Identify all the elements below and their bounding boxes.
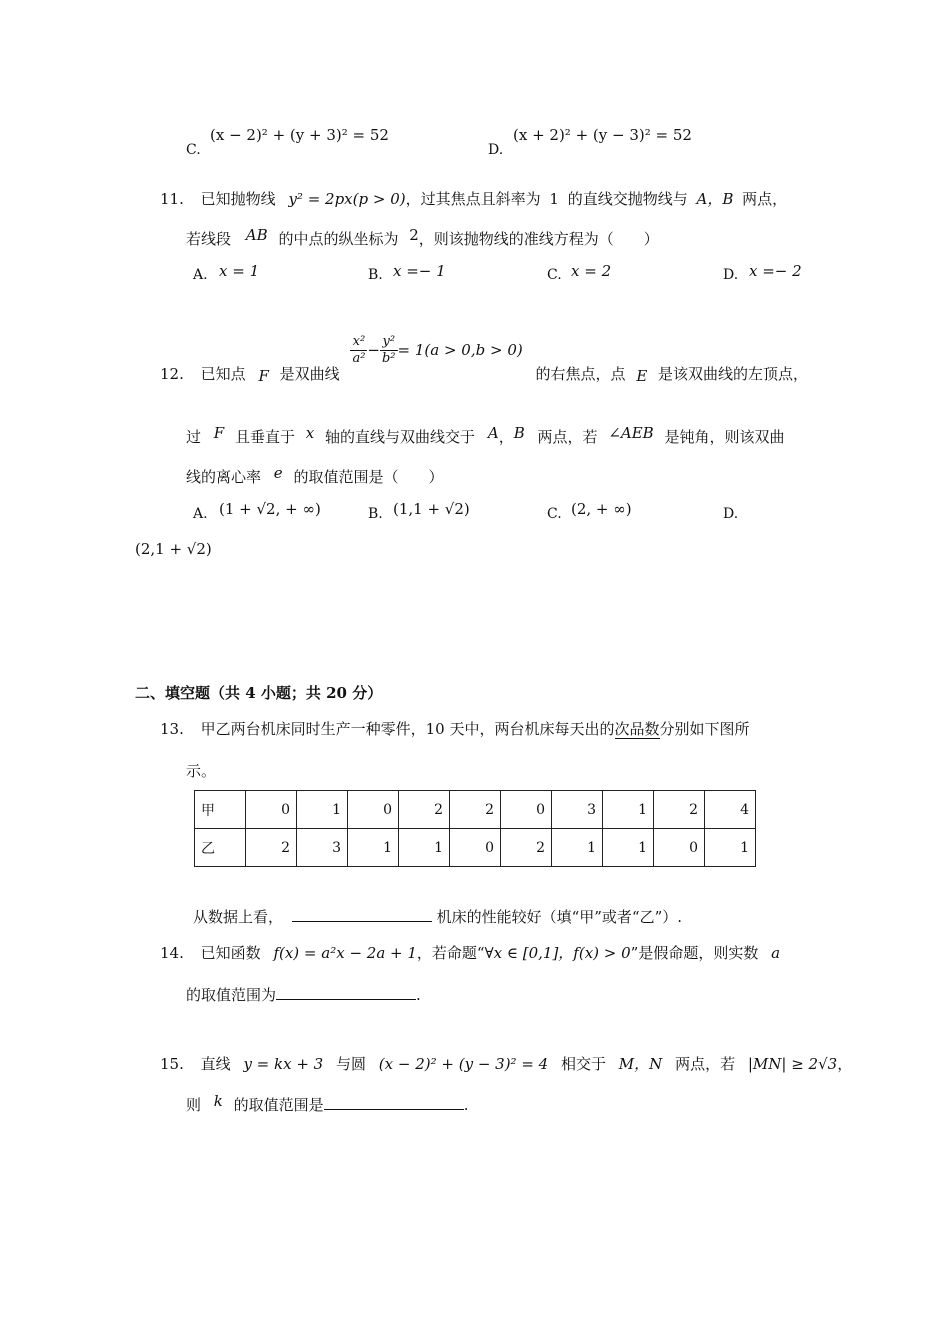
q13-number: 13. <box>160 720 184 738</box>
table-cell: 1 <box>399 829 450 867</box>
q12-condition: = 1(a > 0,b > 0) <box>397 340 523 359</box>
q11-option-c-label: C. <box>547 267 562 283</box>
q12-text: 线的离心率 <box>186 468 262 486</box>
table-cell: 1 <box>348 829 399 867</box>
q14-line2 <box>186 984 421 1005</box>
q11-slope: 1 <box>549 190 559 208</box>
table-cell: 4 <box>705 791 756 829</box>
q14-text: ”是假命题，则实数 <box>630 944 759 962</box>
q15-variable-k: k <box>213 1092 223 1110</box>
q11-number: 11. <box>160 190 184 208</box>
table-cell: 3 <box>552 791 603 829</box>
q12-eccentricity: e <box>273 464 283 482</box>
q12-number: 12. <box>160 364 184 383</box>
q14-proposition: ∀x ∈ [0,1]，f(x) > 0 <box>484 944 631 962</box>
table-cell: 2 <box>450 791 501 829</box>
q12-option-a-expr: (1 + √2, + ∞) <box>219 500 321 518</box>
table-row-label: 甲 <box>195 791 246 829</box>
q11-text: 已知抛物线 <box>200 190 276 208</box>
table-cell: 1 <box>603 829 654 867</box>
q11-text: ，过其焦点且斜率为 <box>405 190 541 208</box>
q12-option-b-label: B. <box>368 506 383 522</box>
table-cell: 1 <box>552 829 603 867</box>
q12-text: 且垂直于 <box>235 428 296 446</box>
table-row-label: 乙 <box>195 829 246 867</box>
q14-function-expr: f(x) = a²x − 2a + 1 <box>273 944 417 962</box>
q13-text: 示。 <box>186 762 217 780</box>
table-cell: 2 <box>246 829 297 867</box>
q14-text: 的取值范围为 <box>186 986 277 1004</box>
q11-text: 两点， <box>742 190 788 208</box>
q10-option-c-expr: (x − 2)² + (y + 3)² = 52 <box>210 126 389 144</box>
q13-text: 从数据上看， <box>193 908 284 926</box>
table-row <box>195 829 756 867</box>
table-cell: 0 <box>654 829 705 867</box>
q14-text: . <box>416 986 421 1004</box>
q12-option-a-label: A. <box>193 506 208 522</box>
q15-text: 相交于 <box>561 1055 607 1073</box>
q15-condition: |MN| ≥ 2√3 <box>747 1055 838 1073</box>
q10-option-d-expr: (x + 2)² + (y − 3)² = 52 <box>513 126 692 144</box>
q15-text: 直线 <box>200 1055 231 1073</box>
q13-answer-blank[interactable] <box>292 907 432 922</box>
table-cell: 3 <box>297 829 348 867</box>
q12-option-d-label: D. <box>723 506 739 522</box>
q11-option-d-label: D. <box>723 267 739 283</box>
table-cell: 0 <box>501 791 552 829</box>
section-title: 二、填空题（共 4 小题；共 20 分） <box>135 684 383 702</box>
q12-text: 两点，若 <box>537 428 598 446</box>
q12-text: 已知点 <box>200 364 246 383</box>
table-row <box>195 791 756 829</box>
table-cell: 2 <box>501 829 552 867</box>
q12-line3 <box>186 466 443 487</box>
q11-text: 的中点的纵坐标为 <box>278 230 399 248</box>
table-cell: 2 <box>654 791 705 829</box>
q11-text: 的直线交抛物线与 <box>567 190 688 208</box>
table-cell: 0 <box>348 791 399 829</box>
q11-option-b-label: B. <box>368 267 383 283</box>
q15-text: 与圆 <box>336 1055 367 1073</box>
q14-variable-a: a <box>771 944 781 962</box>
q12-point-f: F <box>258 366 269 385</box>
q11-option-a-expr: x = 1 <box>219 262 260 280</box>
q12-text: 的取值范围是（ ） <box>293 468 444 486</box>
q12-point-f: F <box>213 424 225 442</box>
q15-line1 <box>160 1053 852 1074</box>
q11-line1 <box>160 188 787 209</box>
q12-line1 <box>160 334 809 385</box>
q15-number: 15. <box>160 1055 184 1073</box>
q12-frac-x: $\frac{\text{x²}}{\text{a²}}$ <box>352 334 366 367</box>
q15-points: M，N <box>618 1055 663 1073</box>
q13-underlined-term: 次品数 <box>614 720 660 738</box>
q15-circle-expr: (x − 2)² + (y − 3)² = 4 <box>378 1055 549 1073</box>
q13-text: 分别如下图所 <box>659 720 750 738</box>
table-cell: 2 <box>399 791 450 829</box>
q12-text: 过 <box>186 428 202 446</box>
q11-line2 <box>186 228 659 249</box>
table-cell: 0 <box>450 829 501 867</box>
defect-table <box>194 790 756 867</box>
q13-text: 机床的性能较好（填“甲”或者“乙”）. <box>436 908 683 926</box>
q11-text: 若线段 <box>186 230 232 248</box>
q15-text: 的取值范围是 <box>233 1096 324 1114</box>
table-cell: 0 <box>246 791 297 829</box>
q12-minus: − <box>367 340 380 359</box>
q12-point-e: E <box>636 366 648 385</box>
q14-answer-blank[interactable] <box>276 985 416 1000</box>
q12-option-b-expr: (1,1 + √2) <box>393 500 470 518</box>
q12-frac-y: $\frac{\text{y²}}{\text{b²}}$ <box>381 334 396 367</box>
table-cell: 1 <box>603 791 654 829</box>
q11-option-d-expr: x =− 2 <box>749 262 802 280</box>
q12-text: 是该双曲线的左顶点， <box>658 364 809 383</box>
q11-option-b-expr: x =− 1 <box>393 262 446 280</box>
q15-line-expr: y = kx + 3 <box>243 1055 324 1073</box>
q11-ycoord: 2 <box>409 226 419 244</box>
q15-text: . <box>463 1096 469 1114</box>
q12-comma: ， <box>498 428 514 446</box>
q15-text: 则 <box>186 1096 202 1114</box>
q10-option-d-label: D. <box>488 142 504 158</box>
q14-text: 已知函数 <box>200 944 261 962</box>
q13-line1 <box>160 718 750 739</box>
table-cell: 1 <box>297 791 348 829</box>
q13-text: 甲乙两台机床同时生产一种零件，10 天中，两台机床每天出的 <box>200 720 615 738</box>
q12-text: 轴的直线与双曲线交于 <box>325 428 476 446</box>
q15-text: 两点，若 <box>675 1055 736 1073</box>
q11-text: ，则该抛物线的准线方程为（ ） <box>418 230 659 248</box>
q14-text: ，若命题“ <box>416 944 485 962</box>
q13-answer-line <box>193 906 682 927</box>
q11-option-c-expr: x = 2 <box>571 262 612 280</box>
q11-option-a-label: A. <box>193 267 208 283</box>
q12-axis-x: x <box>305 424 315 442</box>
q12-option-c-label: C. <box>547 506 562 522</box>
q15-text: ， <box>837 1055 853 1073</box>
q12-point-b: B <box>513 424 525 442</box>
table-cell: 1 <box>705 829 756 867</box>
q12-text: 是双曲线 <box>279 364 340 383</box>
q12-angle: ∠AEB <box>608 424 654 442</box>
q12-option-c-expr: (2, + ∞) <box>571 500 632 518</box>
q12-line2 <box>186 426 784 447</box>
q14-line1 <box>160 942 780 963</box>
q12-point-a: A <box>487 424 499 442</box>
q11-parabola-expr: y² = 2px(p > 0) <box>288 190 406 208</box>
q10-option-c-label: C. <box>186 142 201 158</box>
q11-segment: AB <box>245 226 268 244</box>
q12-text: 是钝角，则该双曲 <box>664 428 785 446</box>
q15-answer-blank[interactable] <box>324 1095 464 1110</box>
q11-points: A，B <box>696 190 734 208</box>
q15-line2 <box>186 1094 468 1115</box>
q12-option-d-expr: (2,1 + √2) <box>135 540 212 558</box>
q14-number: 14. <box>160 944 184 962</box>
q12-text: 的右焦点，点 <box>535 364 626 383</box>
